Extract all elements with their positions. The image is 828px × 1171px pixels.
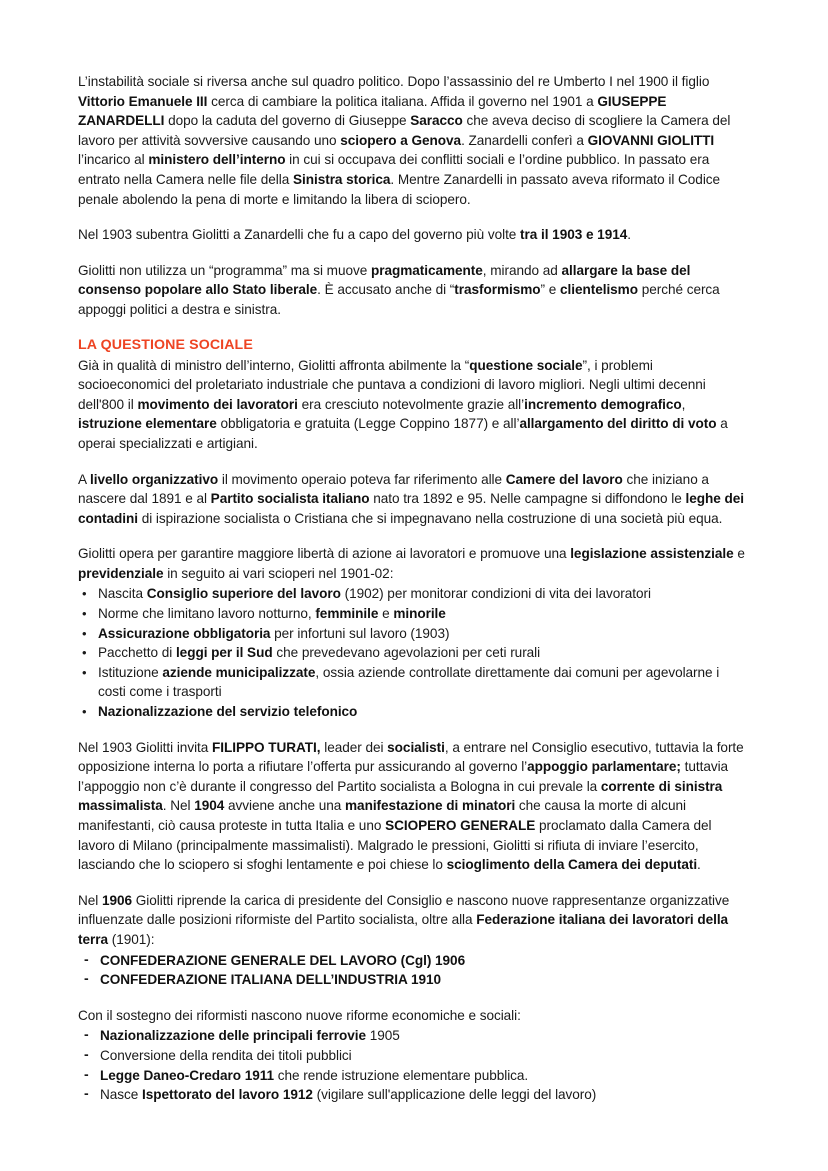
list-item: - CONFEDERAZIONE GENERALE DEL LAVORO (Cgl) 1906 (78, 951, 746, 971)
paragraph-pragmatismo: Giolitti non utilizza un “programma” ma si muove pragmaticamente, mirando ad allargare la base del consenso popolare allo Stato liberale. È accusato anche di “trasformismo” e clientelismo perché cerca appoggi politici a destra e sinistra. (78, 262, 720, 317)
paragraph-instabilita-sociale: L’instabilità sociale si riversa anche sul quadro politico. Dopo l’assassinio del re Umberto I nel 1900 il figlio Vittorio Emanuele III cerca di cambiare la politica italiana. Affida il governo nel 1901 a GIUSEPPE ZANARDELLI dopo la caduta del governo di Giuseppe Saracco che aveva deciso di scogliere la Camera del lavoro per attività sovversive causando uno sciopero a Genova. Zanardelli conferì a GIOVANNI GIOLITTI l’incarico al ministero dell’interno in cui si occupava dei conflitti sociali e l’ordine pubblico. In passato era entrato nella Camera nelle file della Sinistra storica. Mentre Zanardelli in passato aveva riformato il Codice penale abolendo la pena di morte e limitando la libera di sciopero. (78, 74, 731, 207)
paragraph-questione-sociale: Già in qualità di ministro dell’interno, Giolitti affronta abilmente la “questione sociale”, i problemi socioeconomici del proletariato industriale che puntava a condizioni di lavoro migliori. Negli ultimi decenni dell'800 il movimento dei lavoratori era cresciuto notevolmente grazie all’incremento demografico, istruzione elementare obbligatoria e gratuita (Legge Coppino 1877) e all’allargamento del diritto di voto a operai specializzati e artigiani. (78, 357, 728, 451)
list-item: - CONFEDERAZIONE ITALIANA DELL’INDUSTRIA 1910 (78, 970, 746, 990)
list-item: - Legge Daneo-Credaro 1911 che rende istruzione elementare pubblica. (78, 1066, 746, 1086)
paragraph-turati-sciopero-generale: Nel 1903 Giolitti invita FILIPPO TURATI, leader dei socialisti, a entrare nel Consiglio esecutivo, tuttavia la forte opposizione interna lo porta a rifiutare l’offerta pur assicurando al governo l’appoggio parlamentare; tuttavia l’appoggio non c’è durante il congresso del Partito socialista a Bologna in cui prevale la corrente di sinistra massimalista. Nel 1904 avviene anche una manifestazione di minatori che causa la morte di alcuni manifestanti, ciò causa proteste in tutta Italia e uno SCIOPERO GENERALE proclamato dalla Camera del lavoro di Milano (principalmente massimalisti). Malgrado le pressioni, Giolitti si rifiuta di inviare l’esercito, lasciando che lo sciopero si sfoghi lentamente e poi chiese lo scioglimento della Camera dei deputati. (78, 739, 744, 873)
document-body (78, 72, 746, 1105)
list-item: • Assicurazione obbligatoria per infortuni sul lavoro (1903) (78, 624, 746, 644)
list-item: • Pacchetto di leggi per il Sud che prevedevano agevolazioni per ceti rurali (78, 643, 746, 663)
list-item: • Nascita Consiglio superiore del lavoro (1902) per monitorar condizioni di vita dei lavoratori (78, 584, 746, 604)
list-item: • Istituzione aziende municipalizzate, ossia aziende controllate direttamente dai comuni per agevolarne i costi come i trasporti (78, 663, 746, 702)
paragraph-1903-subentra: Nel 1903 subentra Giolitti a Zanardelli che fu a capo del governo più volte tra il 1903 e 1914. (78, 227, 631, 243)
list-item: - Conversione della rendita dei titoli pubblici (78, 1046, 746, 1066)
paragraph-riforme-intro: Con il sostegno dei riformisti nascono nuove riforme economiche e sociali: (78, 1007, 521, 1023)
list-item: - Nazionalizzazione delle principali ferrovie 1905 (78, 1026, 746, 1046)
paragraph-legislazione-intro: Giolitti opera per garantire maggiore libertà di azione ai lavoratori e promuove una legislazione assistenziale e previdenziale in seguito ai vari scioperi nel 1901-02: (78, 546, 745, 581)
paragraph-livello-organizzativo: A livello organizzativo il movimento operaio poteva far riferimento alle Camere del lavoro che iniziano a nascere dal 1891 e al Partito socialista italiano nato tra 1892 e 95. Nelle campagne si diffondono le leghe dei contadini di ispirazione socialista o Cristiana che si impegnavano nella costruzione di una società più equa. (78, 471, 744, 526)
paragraph-1906-rappresentanze: Nel 1906 Giolitti riprende la carica di presidente del Consiglio e nascono nuove rappresentanze organizzative influenzate dalle posizioni riformiste del Partito socialista, oltre alla Federazione italiana dei lavoratori della terra (1901): (78, 892, 730, 947)
list-item: • Nazionalizzazione del servizio telefonico (78, 702, 746, 722)
list-confederazioni (78, 951, 746, 990)
list-riforme-economiche-sociali (78, 1026, 746, 1104)
list-legislazione-assistenziale (78, 584, 746, 721)
heading-la-questione-sociale: LA QUESTIONE SOCIALE (78, 336, 253, 353)
list-item: - Nasce Ispettorato del lavoro 1912 (vigilare sull'applicazione delle leggi del lavoro) (78, 1085, 746, 1105)
list-item: • Norme che limitano lavoro notturno, femminile e minorile (78, 604, 746, 624)
